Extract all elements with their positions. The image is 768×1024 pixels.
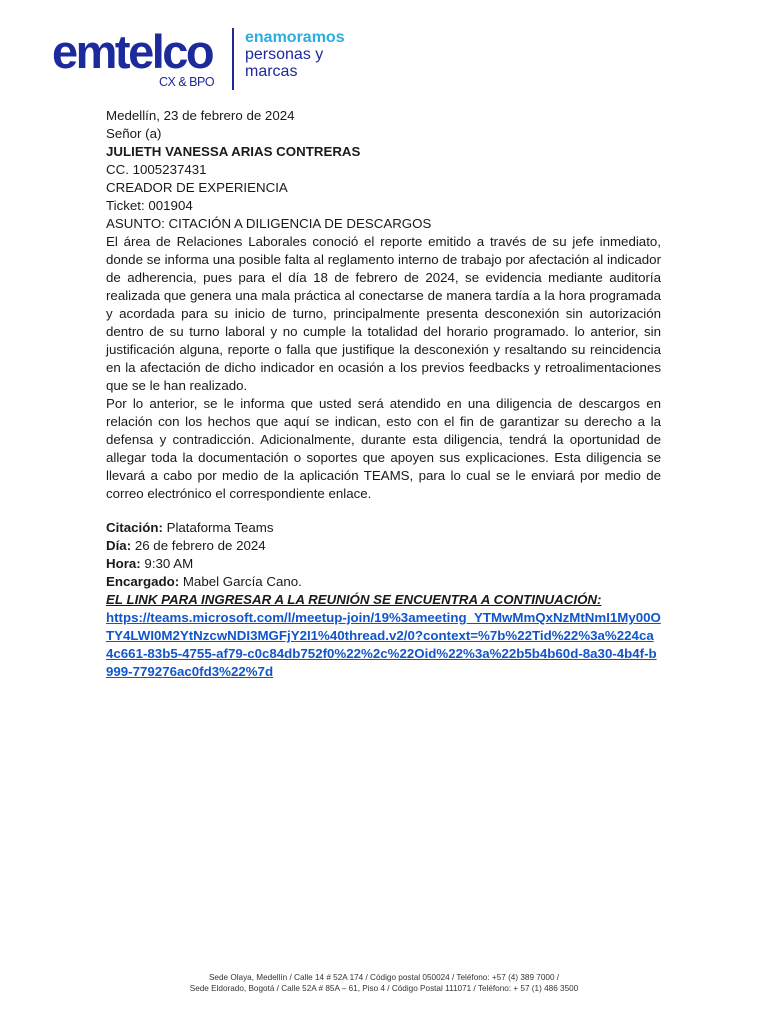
slogan-line-1: enamoramos: [245, 29, 345, 46]
slogan-line-2: personas y: [245, 46, 324, 63]
ticket-number: Ticket: 001904: [106, 198, 193, 213]
footer-line-1: Sede Olaya, Medellín / Calle 14 # 52A 174 / Código postal 050024 / Teléfono: +57 (4) 389 7000 /: [208, 973, 560, 982]
footer-line-2: Sede Eldorado, Bogotá / Calle 52A # 85A – 61, Piso 4 / Código Postal 111071 / Teléfono: + 57 (1) 486 3500: [189, 984, 579, 993]
hora-line: [106, 555, 661, 573]
encargado-line: [106, 573, 661, 591]
citacion-line: [106, 519, 661, 537]
recipient-role: CREADOR DE EXPERIENCIA: [106, 180, 288, 195]
logo-subtitle: CX & BPO: [159, 75, 215, 89]
emtelco-logo: emtelco: [52, 25, 213, 78]
logo-divider: [232, 28, 234, 90]
hora-value: 9:30 AM: [140, 556, 194, 571]
slogan: [245, 29, 345, 80]
paragraph-1: El área de Relaciones Laborales conoció el reporte emitido a través de su jefe inmediato, donde se informa una posible falta al reglamento interno de trabajo por afectación al indicador de adherencia, pues para el día 18 de febrero de 2024, se evidencia mediante auditoría realizada que genera una mala práctica al conectarse de manera tardía a la hora programada y acordada para su inicio de turno, principalmente presenta desconexión sin autorización dentro de su turno laboral y no cumple la totalidad del horario programado. lo anterior, sin justificación alguna, reporte o falla que justifique la desconexión y resaltando su reincidencia en la afectación de dicho indicador en ocasión a los previos feedbacks y retroalimentaciones que se le han realizado.: [106, 234, 661, 393]
link-heading: EL LINK PARA INGRESAR A LA REUNIÓN SE ENCUENTRA A CONTINUACIÓN:: [106, 592, 602, 607]
citacion-value: Plataforma Teams: [162, 520, 274, 535]
letter-body: [106, 107, 661, 681]
encargado-value: Mabel García Cano.: [179, 574, 302, 589]
letterhead: [52, 26, 372, 96]
teams-meeting-link[interactable]: https://teams.microsoft.com/l/meetup-join/19%3ameeting_YTMwMmQxNzMtNmI1My00OTY4LWI0M2YtNzcwNDI3MGFjY2I1%40thread.v2/0?context=%7b%22Tid%22%3a%224ca4c661-83b5-4755-af79-c0c84db752f0%22%2c%22Oid%22%3a%22b5b4b60d-8a30-4b4f-b999-779276ac0fd3%22%7d: [106, 610, 661, 679]
letter-date: Medellín, 23 de febrero de 2024: [106, 108, 295, 123]
citacion-label: Citación:: [106, 520, 163, 535]
slogan-line-3: marcas: [245, 63, 298, 80]
hora-label: Hora:: [106, 556, 141, 571]
paragraph-2: Por lo anterior, se le informa que usted será atendido en una diligencia de descargos en relación con los hechos que aquí se indican, esto con el fin de garantizar su derecho a la defensa y contradicción. Adicionalmente, durante esta diligencia, tendrá la oportunidad de allegar toda la documentación o soportes que apoyen sus explicaciones. Esta diligencia se llevará a cabo por medio de la aplicación TEAMS, para lo cual se le enviará por medio de correo electrónico el correspondiente enlace.: [106, 396, 661, 501]
letter-subject: ASUNTO: CITACIÓN A DILIGENCIA DE DESCARGOS: [106, 216, 432, 231]
encargado-label: Encargado:: [106, 574, 180, 589]
recipient-id: CC. 1005237431: [106, 162, 207, 177]
recipient-name: JULIETH VANESSA ARIAS CONTRERAS: [106, 144, 361, 159]
dia-label: Día:: [106, 538, 132, 553]
meeting-details: [106, 519, 661, 591]
footer: [0, 972, 768, 994]
dia-line: [106, 537, 661, 555]
salutation: Señor (a): [106, 126, 162, 141]
dia-value: 26 de febrero de 2024: [131, 538, 266, 553]
